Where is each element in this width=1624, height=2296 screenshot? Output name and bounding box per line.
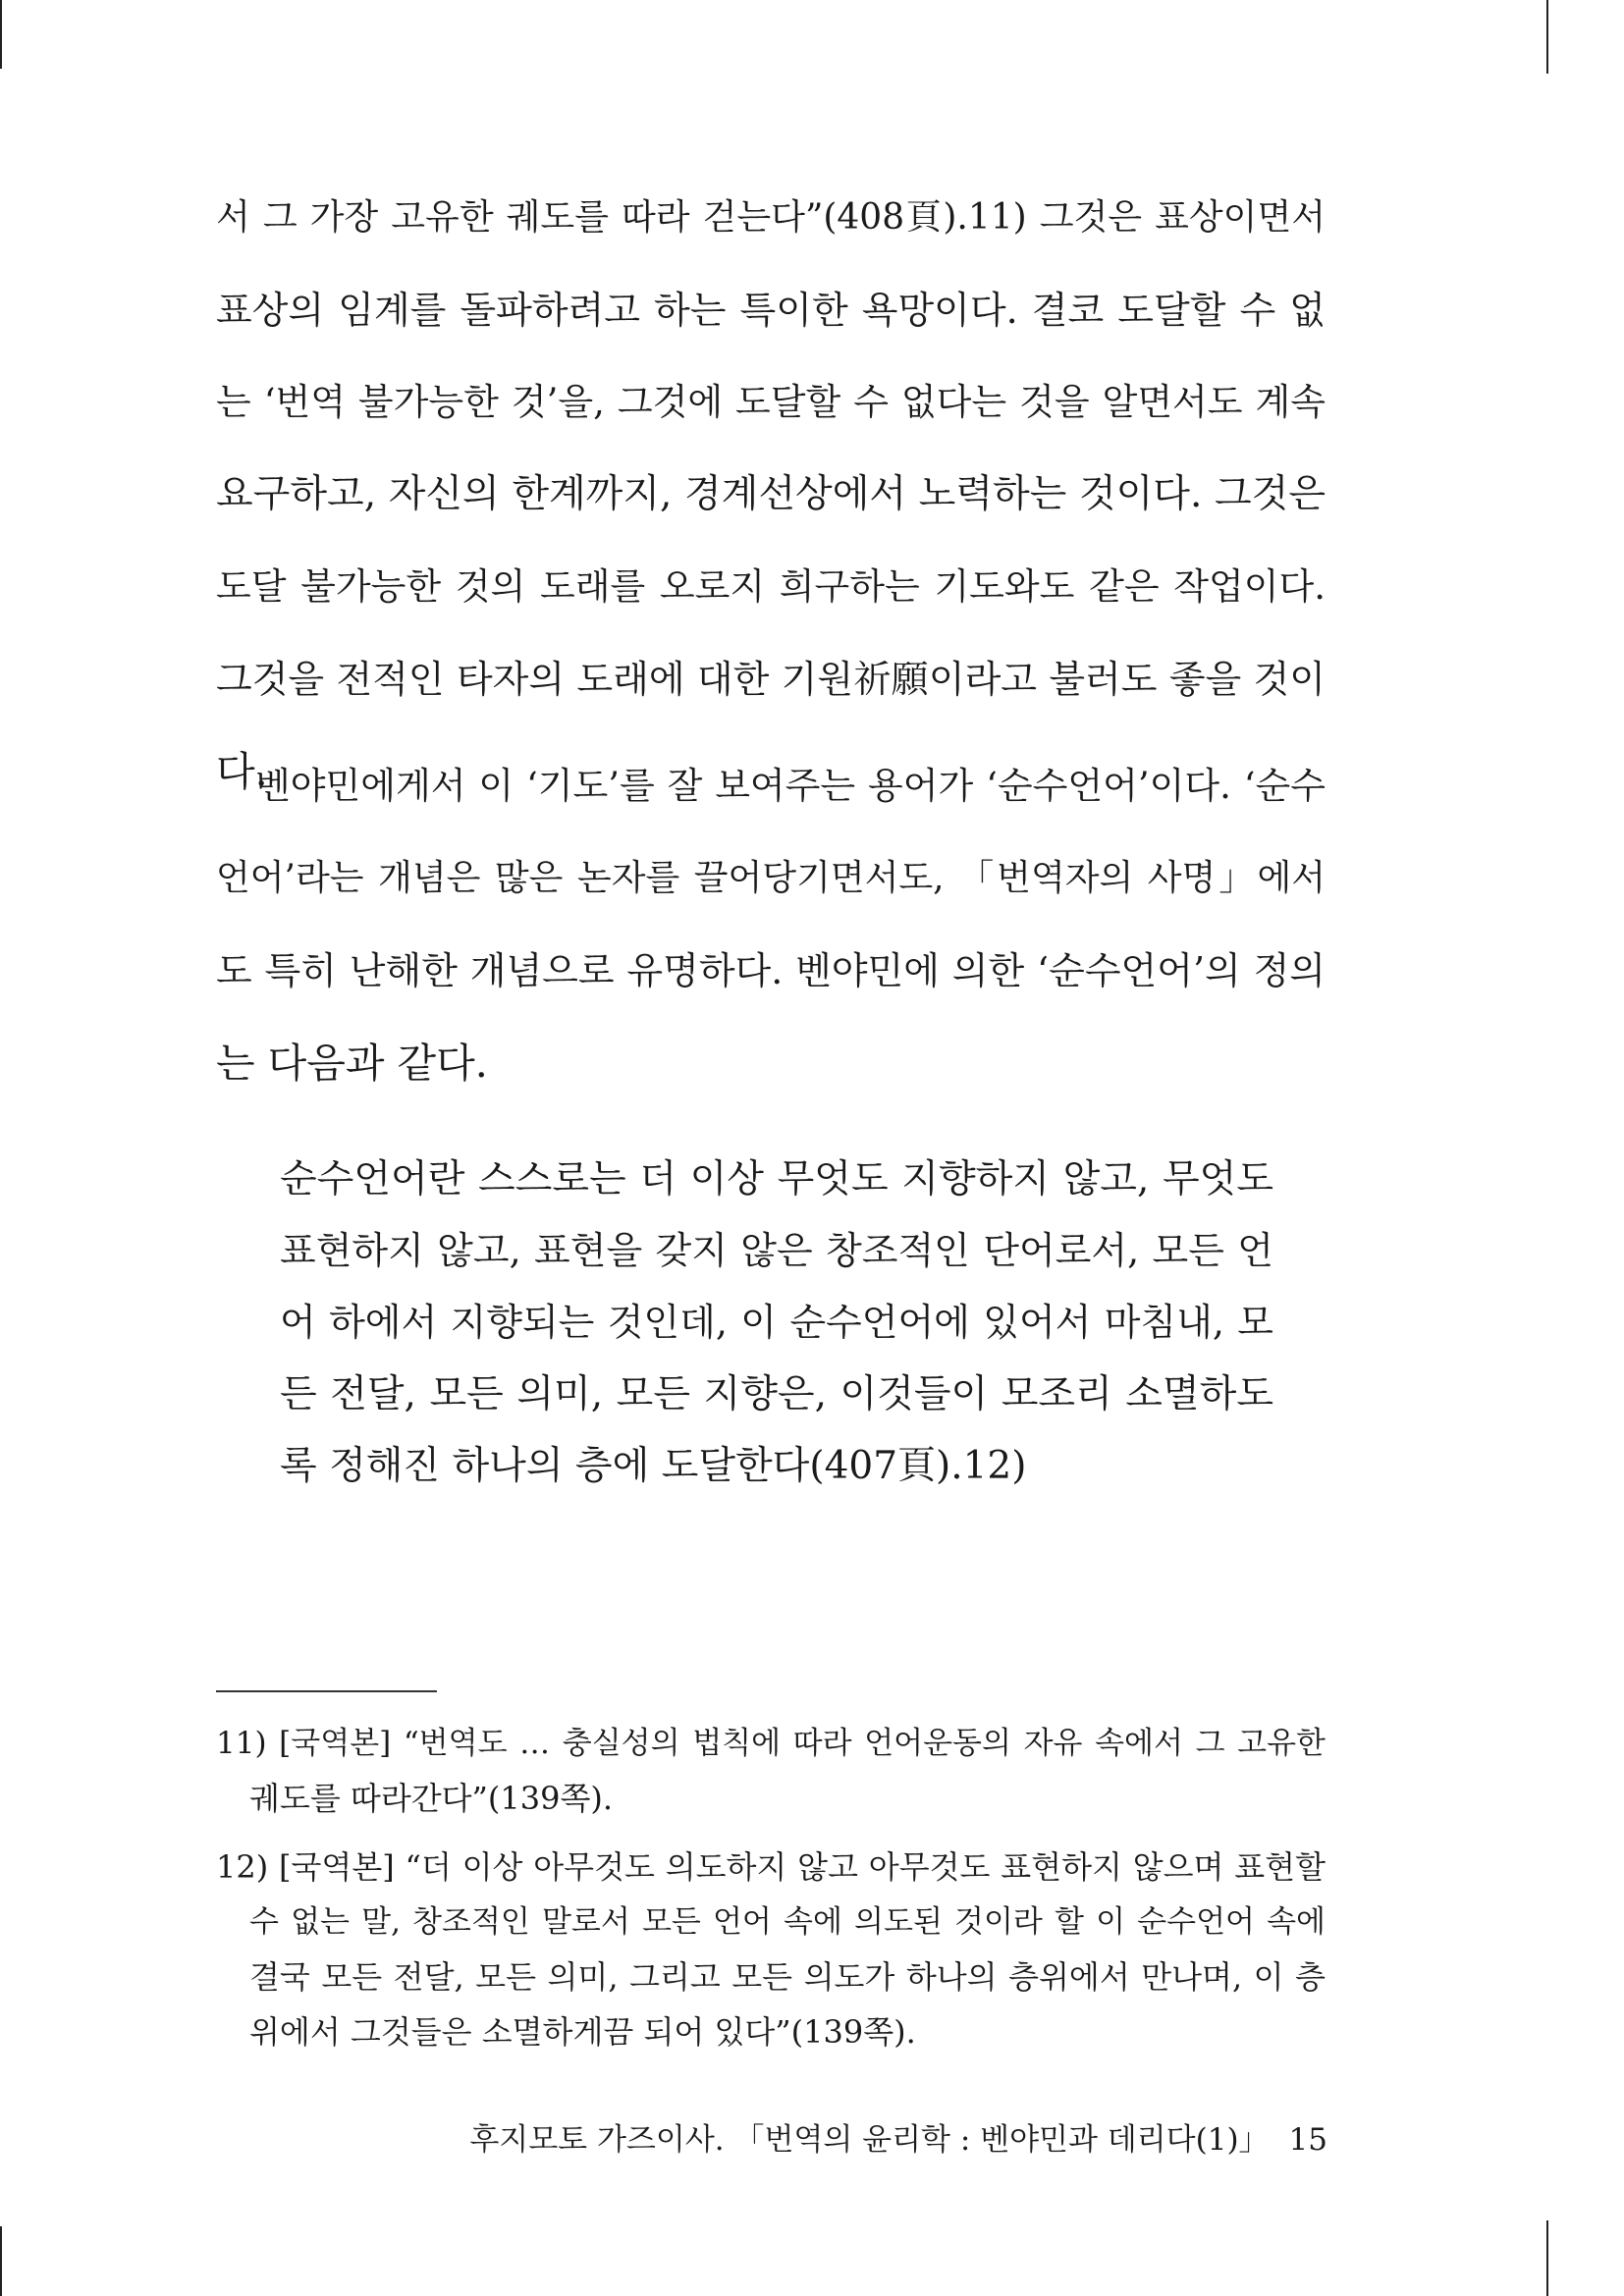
text-line: 는 ‘번역 불가능한 것’을, 그것에 도달할 수 없다는 것을 알면서도 계속 xyxy=(216,381,1326,423)
crop-mark-bottom-left xyxy=(0,2226,2,2296)
text-line: 벤야민에게서 이 ‘기도’를 잘 보여주는 용어가 ‘순수언어’이다. ‘순수 xyxy=(255,765,1326,807)
text-line: 는 다음과 같다. xyxy=(216,1040,488,1087)
quote-line: 표현하지 않고, 표현을 갖지 않은 창조적인 단어로서, 모든 언 xyxy=(280,1229,1273,1272)
quote-line: 순수언어란 스스로는 더 이상 무엇도 지향하지 않고, 무엇도 xyxy=(280,1157,1273,1201)
running-footer xyxy=(469,2120,1327,2160)
text-line: 도 특히 난해한 개념으로 유명하다. 벤야민에 의한 ‘순수언어’의 정의 xyxy=(216,949,1326,992)
block-quote xyxy=(280,1144,1273,1502)
footnote-12 xyxy=(216,1840,1326,2059)
crop-mark-top-left xyxy=(0,0,2,69)
text-line: 그것을 전적인 타자의 도래에 대한 기원祈願이라고 불러도 좋을 것이 xyxy=(216,658,1326,701)
body-paragraph-2 xyxy=(216,740,1326,1109)
footnote-line: 11) [국역본] “번역도 … 충실성의 법칙에 따라 언어운동의 자유 속에서 그 고유한 xyxy=(216,1726,1326,1761)
quote-line: 록 정해진 하나의 층에 도달한다(407頁).12) xyxy=(280,1444,1027,1488)
body-paragraph-1 xyxy=(216,172,1326,818)
text-line: 다. xyxy=(216,748,268,795)
footnote-line: 수 없는 말, 창조적인 말로서 모든 언어 속에 의도된 것이라 할 이 순수언어 속에 xyxy=(249,1904,1326,1940)
footnote-line: 위에서 그것들은 소멸하게끔 되어 있다”(139쪽). xyxy=(249,2013,916,2051)
footnote-divider xyxy=(216,1690,437,1692)
footnote-line: 12) [국역본] “더 이상 아무것도 의도하지 않고 아무것도 표현하지 않으며 표현할 xyxy=(216,1848,1326,1886)
footnote-line: 궤도를 따라간다”(139쪽). xyxy=(249,1780,614,1817)
footnote-11 xyxy=(216,1716,1326,1826)
running-title: 후지모토 가즈이사. 「번역의 윤리학 : 벤야민과 데리다(1)」 xyxy=(469,2122,1270,2158)
text-line: 도달 불가능한 것의 도래를 오로지 희구하는 기도와도 같은 작업이다. xyxy=(216,565,1326,608)
text-line: 표상의 임계를 돌파하려고 하는 특이한 욕망이다. 결코 도달할 수 없 xyxy=(216,289,1326,332)
text-line: 요구하고, 자신의 한계까지, 경계선상에서 노력하는 것이다. 그것은 xyxy=(216,472,1326,516)
text-line: 언어’라는 개념은 많은 논자를 끌어당기면서도, 「번역자의 사명」에서 xyxy=(216,858,1326,898)
quote-line: 든 전달, 모든 의미, 모든 지향은, 이것들이 모조리 소멸하도 xyxy=(280,1372,1273,1416)
footnotes xyxy=(216,1716,1326,2073)
page-number: 15 xyxy=(1288,2122,1327,2158)
quote-line: 어 하에서 지향되는 것인데, 이 순수언어에 있어서 마침내, 모 xyxy=(280,1301,1273,1344)
crop-mark-bottom-right xyxy=(1546,2220,1548,2296)
text-line: 서 그 가장 고유한 궤도를 따라 걷는다”(408頁).11) 그것은 표상이면서 xyxy=(216,197,1326,238)
crop-mark-top-right xyxy=(1546,0,1548,74)
footnote-line: 결국 모든 전달, 모든 의미, 그리고 모든 의도가 하나의 층위에서 만나며, 이 층 xyxy=(249,1958,1326,1996)
